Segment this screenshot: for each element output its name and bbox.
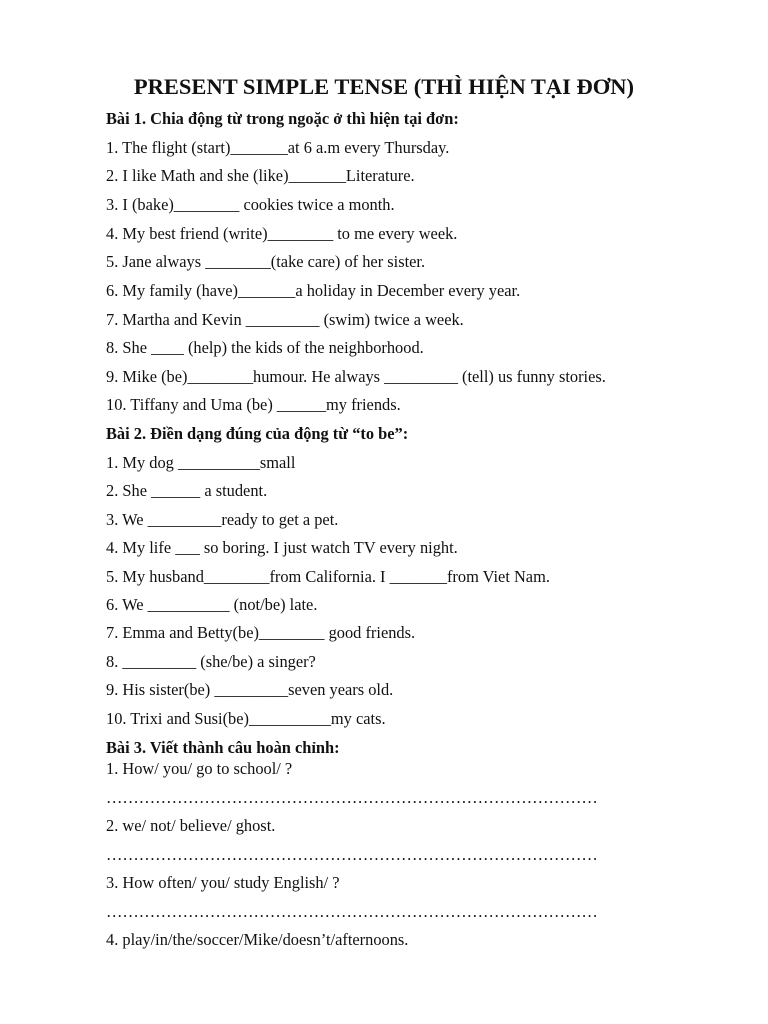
exercise-2-item-10: 10. Trixi and Susi(be)__________my cats. xyxy=(106,709,386,728)
exercise-3-item-4: 4. play/in/the/soccer/Mike/doesn’t/afternoons. xyxy=(106,930,409,949)
exercise-2-item-8: 8. _________ (she/be) a singer? xyxy=(106,652,316,671)
exercise-1-item-6: 6. My family (have)_______a holiday in December every year. xyxy=(106,281,521,300)
exercise-3-item-3: 3. How often/ you/ study English/ ? xyxy=(106,873,340,892)
exercise-2-item-2: 2. She ______ a student. xyxy=(106,481,268,500)
page-title: PRESENT SIMPLE TENSE (THÌ HIỆN TẠI ĐƠN) xyxy=(133,74,635,99)
exercise-1-item-8: 8. She ____ (help) the kids of the neighborhood. xyxy=(106,338,424,357)
exercise-2-item-3: 3. We _________ready to get a pet. xyxy=(106,510,339,529)
exercise-1-item-3: 3. I (bake)________ cookies twice a month. xyxy=(106,195,395,214)
exercise-3-item-2: 2. we/ not/ believe/ ghost. xyxy=(106,816,276,835)
exercise-1-item-4: 4. My best friend (write)________ to me every week. xyxy=(106,224,458,243)
exercise-1-heading: Bài 1. Chia động từ trong ngoặc ở thì hiện tại đơn: xyxy=(106,109,459,128)
exercise-3-answer-line-2: ……………………………………………………………………………… xyxy=(106,845,598,864)
exercise-1-item-1: 1. The flight (start)_______at 6 a.m every Thursday. xyxy=(106,138,450,157)
exercise-2-heading: Bài 2. Điền dạng đúng của động từ “to be”: xyxy=(106,424,409,443)
exercise-2-item-6: 6. We __________ (not/be) late. xyxy=(106,595,318,614)
exercise-2-item-9: 9. His sister(be) _________seven years old. xyxy=(106,680,394,699)
exercise-2-item-7: 7. Emma and Betty(be)________ good friends. xyxy=(106,623,416,642)
exercise-2-item-4: 4. My life ___ so boring. I just watch TV every night. xyxy=(106,538,458,557)
exercise-1-item-10: 10. Tiffany and Uma (be) ______my friends. xyxy=(106,395,401,414)
exercise-3-item-1: 1. How/ you/ go to school/ ? xyxy=(106,759,293,778)
exercise-3-answer-line-3: ……………………………………………………………………………… xyxy=(106,902,598,921)
exercise-1-item-5: 5. Jane always ________(take care) of her sister. xyxy=(106,252,426,271)
exercise-3-answer-line-1: ……………………………………………………………………………… xyxy=(106,788,598,807)
exercise-1-item-9: 9. Mike (be)________humour. He always _________ (tell) us funny stories. xyxy=(106,367,606,386)
exercise-2-item-1: 1. My dog __________small xyxy=(106,453,296,472)
exercise-1-item-2: 2. I like Math and she (like)_______Literature. xyxy=(106,166,415,185)
exercise-1-item-7: 7. Martha and Kevin _________ (swim) twice a week. xyxy=(106,310,464,329)
exercise-2-item-5: 5. My husband________from California. I _______from Viet Nam. xyxy=(106,567,550,586)
exercise-3-heading: Bài 3. Viết thành câu hoàn chỉnh: xyxy=(106,738,340,757)
